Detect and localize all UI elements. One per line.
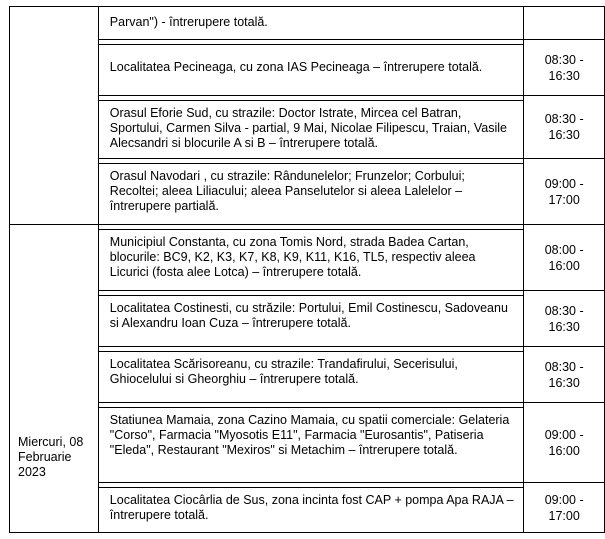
description-cell — [98, 7, 524, 40]
time-end: 16:00 — [548, 258, 580, 273]
outage-schedule-table — [9, 6, 605, 533]
table-row — [10, 347, 605, 403]
time-cell — [524, 96, 605, 159]
time-cell — [524, 7, 605, 40]
description-cell — [98, 403, 524, 483]
time-start: 08:30 - — [544, 359, 584, 374]
time-end: 17:00 — [548, 508, 580, 523]
time-cell — [524, 159, 605, 225]
time-start: 08:30 - — [544, 52, 584, 67]
description-text: Localitatea Costinesti, cu străzile: Portului, Emil Costinescu, Sadoveanu si Alexandru Ioan Cuza – întrerupere totală. — [109, 301, 508, 330]
time-cell — [524, 291, 605, 347]
time-cell — [524, 347, 605, 403]
time-cell — [524, 483, 605, 533]
table-row — [10, 225, 605, 291]
description-text: Localitatea Scărisoreanu, cu strazile: Trandafirului, Secerisului, Ghiocelului si Gheorghiu – întrerupere totală. — [109, 357, 458, 386]
table-row — [10, 40, 605, 96]
time-end: 16:30 — [548, 68, 580, 83]
time-end: 17:00 — [548, 192, 580, 207]
description-text: Orasul Eforie Sud, cu strazile: Doctor Istrate, Mircea cel Batran, Sportului, Carmen Silva - partial, 9 Mai, Nicolae Filipescu, Traian, Vasile Alecsandri si blocurile A si B – întrerupere totală. — [109, 106, 507, 150]
description-cell — [98, 483, 524, 533]
description-cell — [98, 225, 524, 291]
description-text: Municipiul Constanta, cu zona Tomis Nord, strada Badea Cartan, blocurile: BC9, K2, K3, K7, K8, K9, K11, K16, TL5, respectiv aleea Licurici (fosta alee Lotca) – întrerupere totală. — [109, 235, 476, 279]
time-end: 16:30 — [548, 128, 580, 142]
time-start: 09:00 - — [544, 492, 584, 507]
table-row — [10, 96, 605, 159]
description-cell — [98, 291, 524, 347]
table-row — [10, 483, 605, 533]
time-cell — [524, 225, 605, 291]
table-row — [10, 159, 605, 225]
time-cell — [524, 40, 605, 96]
table-row — [10, 7, 605, 40]
description-cell — [98, 347, 524, 403]
day-label: Miercuri, 08 Februarie 2023 — [18, 435, 84, 479]
description-cell — [98, 96, 524, 159]
time-end: 16:00 — [548, 443, 580, 458]
description-text: Localitatea Ciocârlia de Sus, zona incinta fost CAP + pompa Apa RAJA – întrerupere totală. — [109, 493, 514, 522]
day-cell — [10, 7, 99, 225]
time-start: 08:00 - — [544, 242, 584, 257]
time-start: 09:00 - — [544, 427, 584, 442]
time-end: 16:30 — [548, 319, 580, 334]
time-start: 08:30 - — [544, 303, 584, 318]
description-cell — [98, 40, 524, 96]
time-start: 09:00 - — [544, 176, 584, 191]
description-text: Statiunea Mamaia, zona Cazino Mamaia, cu spatii comerciale: Gelateria "Corso", Farmacia "Myosotis E11", Farmacia "Eurosantis", Patiseria "Eleda", Restaurant "Mexiros" si Metachim – întrerupere totală. — [109, 413, 510, 457]
description-cell — [98, 159, 524, 225]
description-text: Parvan") - întrerupere totală. — [109, 15, 268, 29]
description-text: Localitatea Pecineaga, cu zona IAS Pecineaga – întrerupere totală. — [109, 60, 483, 74]
description-text: Orasul Navodari , cu strazile: Rândunelelor; Frunzelor; Corbului; Recoltei; aleea Liliacului; aleea Panselutelor si aleea Lalelelor – întrerupere partială. — [109, 169, 465, 213]
time-cell — [524, 403, 605, 483]
table-row — [10, 403, 605, 483]
time-start: 08:30 - — [544, 112, 584, 126]
time-end: 16:30 — [548, 375, 580, 390]
day-cell — [10, 225, 99, 533]
table-row — [10, 291, 605, 347]
